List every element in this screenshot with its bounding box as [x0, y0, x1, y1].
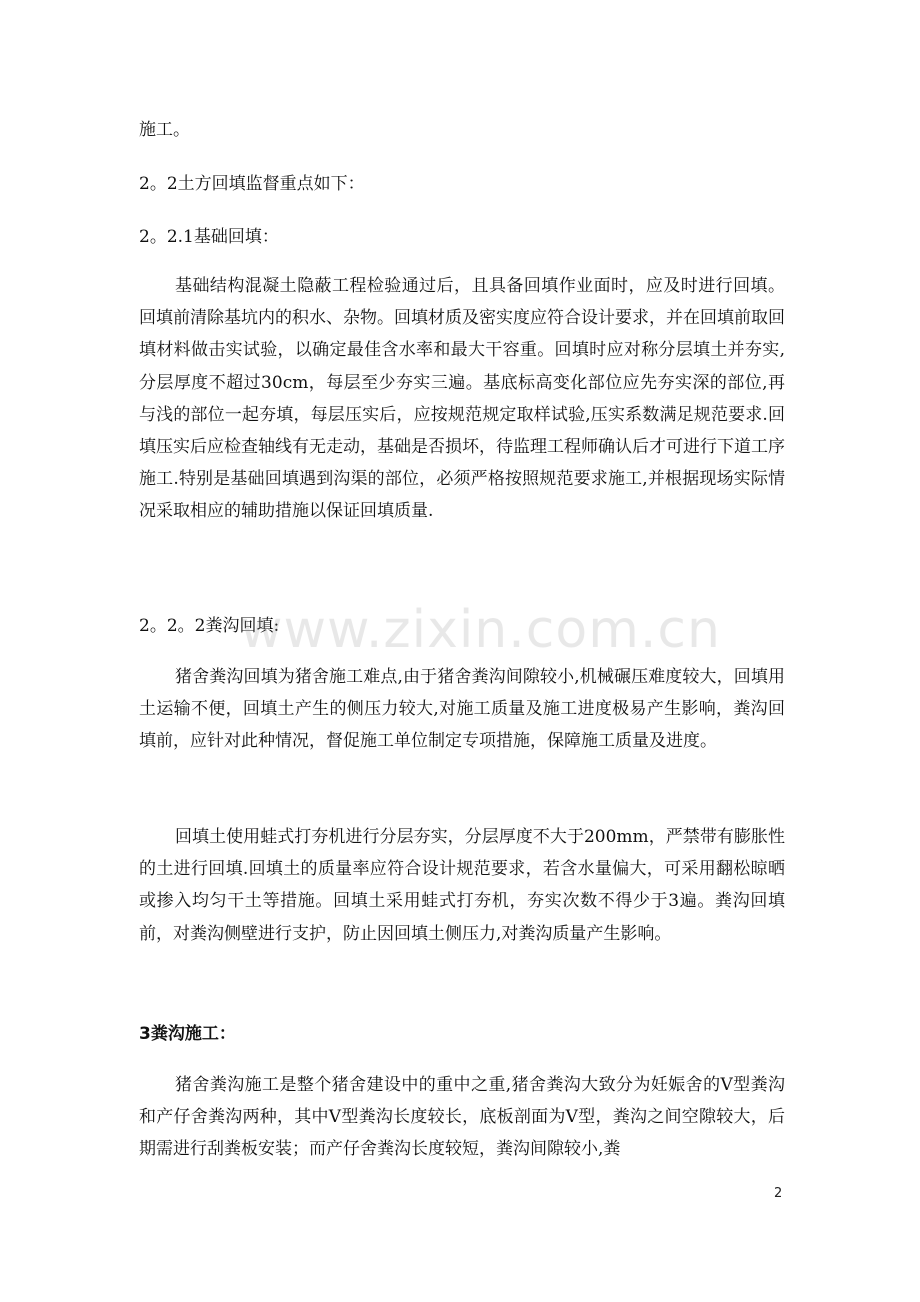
paragraph-compaction-method: 回填土使用蛙式打夯机进行分层夯实，分层厚度不大于200mm，严禁带有膨胀性的土进行回填.回填土的质量率应符合设计规范要求，若含水量偏大，可采用翻松晾晒或掺入均匀干土等措施。回填土采用蛙式打夯机，夯实次数不得少于3遍。粪沟回填前，对粪沟侧壁进行支护，防止因回填土侧压力,对粪沟质量产生影响。 — [139, 827, 785, 944]
section-heading-2-2: 2。2土方回填监督重点如下： — [139, 174, 365, 194]
paragraph-manure-trench-backfill: 猪舍粪沟回填为猪舍施工难点,由于猪舍粪沟间隙较小,机械碾压难度较大，回填用土运输不便，回填土产生的侧压力较大,对施工质量及施工进度极易产生影响，粪沟回填前，应针对此种情况，督促施工单位制定专项措施，保障施工质量及进度。 — [139, 667, 785, 752]
paragraph-foundation-backfill: 基础结构混凝土隐蔽工程检验通过后，且具备回填作业面时，应及时进行回填。回填前清除基坑内的积水、杂物。回填材质及密实度应符合设计要求，并在回填前取回填材料做击实试验，以确定最佳含水率和最大干容重。回填时应对称分层填土并夯实,分层厚度不超过30cm，每层至少夯实三遍。基底标高变化部位应先夯实深的部位,再与浅的部位一起夯填，每层压实后，应按规范规定取样试验,压实系数满足规范要求.回填压实后应检查轴线有无走动，基础是否损坏，待监理工程师确认后才可进行下道工序施工.特别是基础回填遇到沟渠的部位，必须严格按照规范要求施工,并根据现场实际情况采取相应的辅助措施以保证回填质量. — [139, 276, 785, 522]
continuation-line: 施工。 — [139, 120, 190, 140]
watermark: www.zixin.com.cn — [240, 600, 721, 660]
section-heading-2-2-2: 2。2。2粪沟回填: — [139, 616, 280, 636]
paragraph-manure-trench-construction: 猪舍粪沟施工是整个猪舍建设中的重中之重,猪舍粪沟大致分为妊娠舍的V型粪沟和产仔舍粪沟两种，其中V型粪沟长度较长，底板剖面为V型，粪沟之间空隙较大，后期需进行刮粪板安装；而产仔舍粪沟长度较短，粪沟间隙较小,粪 — [139, 1075, 785, 1160]
section-heading-2-2-1: 2。2.1基础回填： — [139, 227, 279, 247]
page-number: 2 — [774, 1186, 783, 1201]
section-heading-3: 3粪沟施工： — [139, 1024, 236, 1044]
